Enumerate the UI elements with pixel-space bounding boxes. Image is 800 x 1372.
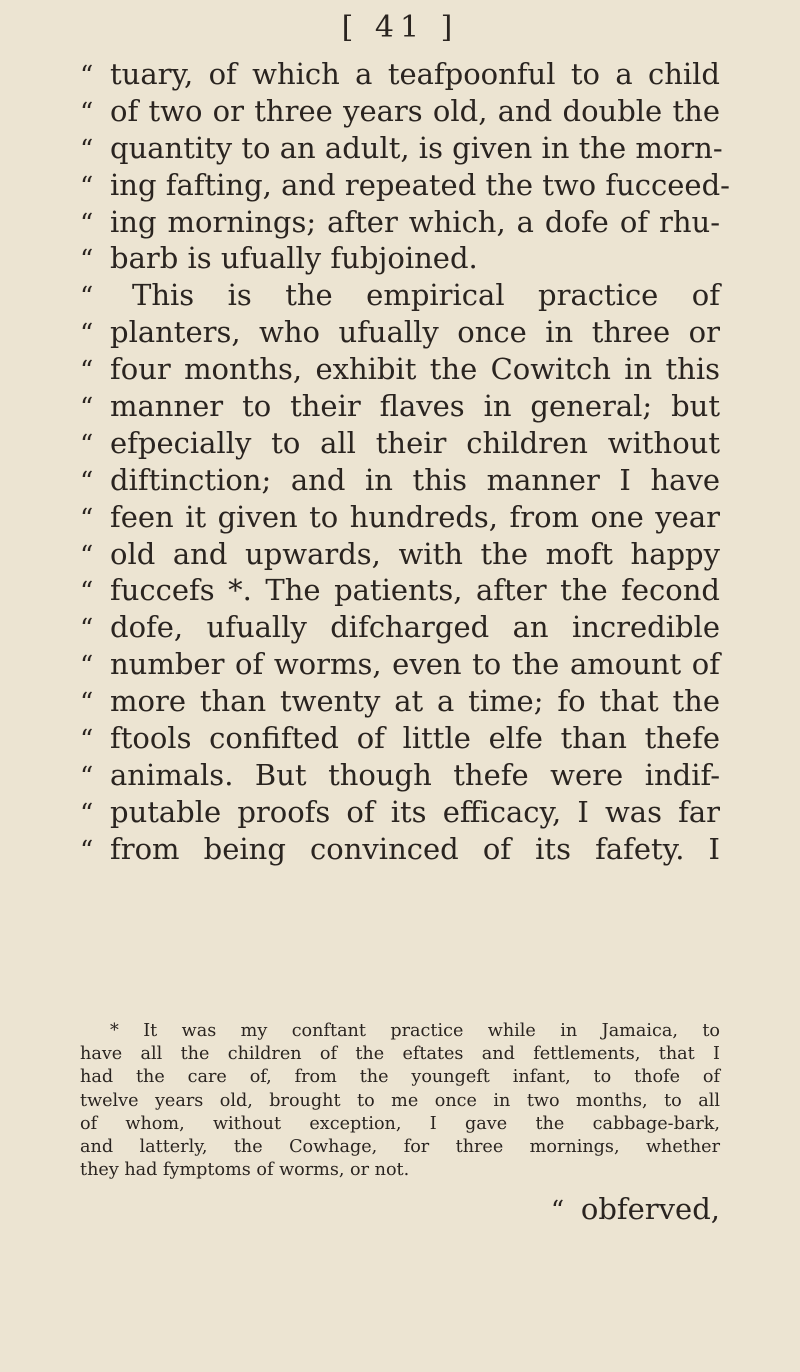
- quote-mark: “: [80, 282, 94, 313]
- quote-mark: “: [80, 171, 94, 202]
- quote-mark: “: [80, 761, 94, 792]
- line-text: from being convinced of its fafety. I: [110, 831, 720, 866]
- line-text: four months, exhibit the Cowitch in this: [110, 352, 720, 387]
- line-text: more than twenty at a time; fo that the: [110, 684, 720, 719]
- quote-mark: “: [80, 356, 94, 387]
- quote-mark: “: [80, 540, 94, 571]
- line-text: efpecially to all their children without: [110, 425, 720, 460]
- quote-mark: “: [80, 651, 94, 682]
- quote-mark: “: [80, 429, 94, 460]
- text-line: [80, 794, 720, 831]
- quote-mark: “: [80, 725, 94, 756]
- footnote: [80, 1020, 720, 1182]
- line-text: fuccefs *. The patients, after the fecond: [110, 573, 720, 608]
- text-line: [80, 130, 723, 167]
- quote-mark: “: [80, 835, 94, 866]
- catchword: [551, 1192, 720, 1226]
- line-text: of two or three years old, and double the: [110, 93, 720, 128]
- quote-mark: “: [80, 208, 94, 239]
- text-line: [80, 314, 720, 351]
- quote-mark: “: [80, 798, 94, 829]
- footnote-line: and latterly, the Cowhage, for three mornings, whether: [80, 1136, 720, 1157]
- text-line: [80, 56, 720, 93]
- text-line: [80, 757, 720, 794]
- line-text: planters, who ufually once in three or: [110, 315, 720, 350]
- line-text: diftinction; and in this manner I have: [110, 462, 720, 497]
- text-line: [80, 720, 720, 757]
- quote-mark: “: [80, 134, 94, 165]
- text-line: [80, 93, 720, 130]
- text-line: [80, 277, 720, 314]
- text-line: [80, 462, 720, 499]
- catchword-text: obferved,: [580, 1192, 720, 1226]
- line-text: ing mornings; after which, a dofe of rhu-: [110, 204, 720, 239]
- text-line: [80, 572, 720, 609]
- line-text: animals. But though thefe were indif-: [110, 757, 720, 792]
- line-text: ftools confifted of little elfe than thefe: [110, 721, 720, 756]
- text-line: [80, 536, 720, 573]
- line-text: tuary, of which a teafpoonful to a child: [110, 57, 720, 91]
- quote-mark: “: [80, 97, 94, 128]
- page-number: [ 41 ]: [341, 10, 459, 45]
- text-line: [80, 240, 720, 277]
- footnote-line: twelve years old, brought to me once in two months, to all: [80, 1090, 720, 1111]
- quote-mark: “: [550, 1196, 565, 1226]
- line-text: number of worms, even to the amount of: [110, 647, 720, 682]
- text-line: [80, 609, 720, 646]
- line-text: This is the empirical practice of: [132, 278, 720, 313]
- footnote-line: of whom, without exception, I gave the cabbage-bark,: [80, 1113, 720, 1134]
- text-line: [80, 831, 720, 868]
- body-text: [80, 56, 730, 868]
- footnote-line: have all the children of the eftates and fettlements, that I: [80, 1044, 720, 1065]
- quote-mark: “: [80, 503, 94, 534]
- line-text: dofe, ufually difcharged an incredible: [110, 610, 720, 645]
- quote-mark: “: [80, 61, 94, 91]
- line-text: old and upwards, with the moft happy: [110, 536, 720, 571]
- text-line: [80, 351, 720, 388]
- line-text: feen it given to hundreds, from one year: [110, 499, 720, 534]
- text-line: [80, 683, 720, 720]
- footnote-line: had the care of, from the youngeft infant, to thofe of: [80, 1067, 720, 1088]
- footnote-line: they had fymptoms of worms, or not.: [80, 1160, 410, 1181]
- text-line: [80, 425, 720, 462]
- line-text: manner to their flaves in general; but: [110, 389, 720, 424]
- footnote-line: * It was my conftant practice while in Jamaica, to: [110, 1021, 720, 1041]
- line-text: ing fafting, and repeated the two fucceed-: [110, 167, 730, 202]
- quote-mark: “: [80, 319, 94, 350]
- quote-mark: “: [80, 614, 94, 645]
- text-line: [80, 204, 720, 241]
- quote-mark: “: [80, 466, 94, 497]
- text-line: [80, 499, 720, 536]
- line-text: putable proofs of its efficacy, I was far: [110, 794, 720, 829]
- quote-mark: “: [80, 577, 94, 608]
- text-line: [80, 388, 720, 425]
- line-text: barb is ufually fubjoined.: [110, 241, 478, 276]
- quote-mark: “: [80, 688, 94, 719]
- line-text: quantity to an adult, is given in the morn-: [110, 130, 723, 165]
- text-line: [80, 167, 730, 204]
- quote-mark: “: [80, 245, 94, 276]
- quote-mark: “: [80, 393, 94, 424]
- text-line: [80, 646, 720, 683]
